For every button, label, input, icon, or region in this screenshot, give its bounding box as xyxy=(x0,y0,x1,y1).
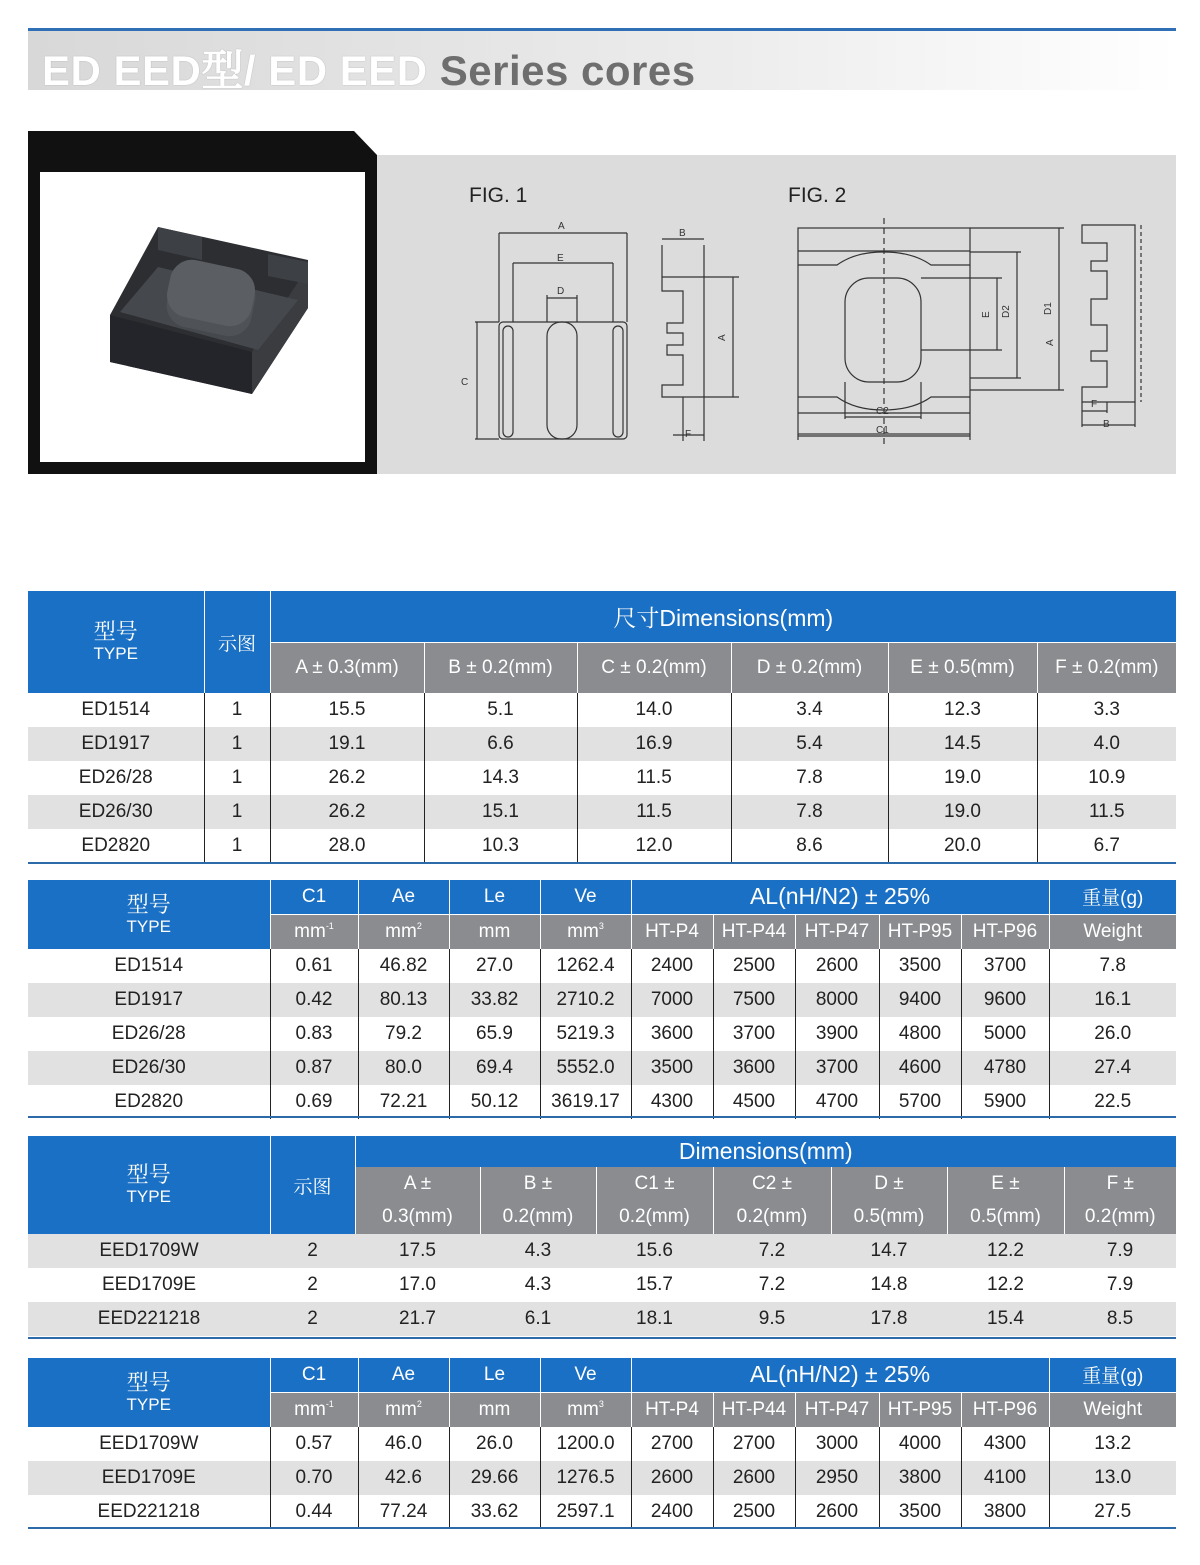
value-cell: 33.82 xyxy=(449,983,540,1017)
value-cell: 2600 xyxy=(795,949,879,983)
dimensions-header: Dimensions(mm) xyxy=(355,1136,1176,1167)
page-title xyxy=(42,38,696,98)
value-cell: 6.1 xyxy=(480,1302,596,1336)
param-header: Ve xyxy=(540,1358,631,1392)
value-cell: 2 xyxy=(270,1268,355,1302)
fig2-dim-b: B xyxy=(1103,419,1110,430)
dim-col-header: C1 ± xyxy=(596,1167,713,1200)
table-row xyxy=(28,693,1176,727)
value-cell: 26.0 xyxy=(449,1427,540,1461)
value-cell: 0.87 xyxy=(270,1051,358,1085)
param-header: C1 xyxy=(270,880,358,914)
value-cell: 18.1 xyxy=(596,1302,713,1336)
value-cell: 2600 xyxy=(631,1461,713,1495)
table-row xyxy=(28,1302,1176,1336)
value-cell: 7.2 xyxy=(713,1234,831,1268)
value-cell: 3500 xyxy=(879,949,961,983)
title-part-gray: Series cores xyxy=(439,47,696,94)
dim-col-header: E ± 0.5(mm) xyxy=(888,642,1037,693)
value-cell: 14.0 xyxy=(577,693,731,727)
value-cell: 15.7 xyxy=(596,1268,713,1302)
value-cell: 12.2 xyxy=(947,1268,1064,1302)
type-cell: ED2820 xyxy=(28,1085,270,1119)
fig2-dim-c2: C2 xyxy=(876,406,889,417)
value-cell: 14.8 xyxy=(831,1268,947,1302)
value-cell: 8.6 xyxy=(731,829,888,863)
value-cell: 65.9 xyxy=(449,1017,540,1051)
value-cell: 28.0 xyxy=(270,829,424,863)
fig2-dim-e: E xyxy=(981,311,992,318)
dim-col-tolerance: 0.5(mm) xyxy=(947,1200,1064,1234)
value-cell: 1262.4 xyxy=(540,949,631,983)
value-cell: 1 xyxy=(204,693,270,727)
dimensions-header: 尺寸Dimensions(mm) xyxy=(270,591,1176,642)
value-cell: 2500 xyxy=(713,949,795,983)
table-row xyxy=(28,1427,1176,1461)
material-header: HT-P44 xyxy=(713,1392,795,1427)
value-cell: 3.3 xyxy=(1037,693,1176,727)
table-row xyxy=(28,829,1176,863)
table-row xyxy=(28,1234,1176,1268)
fig2-dim-d1: D1 xyxy=(1043,302,1054,315)
type-cell: EED1709W xyxy=(28,1234,270,1268)
type-header: 型号 TYPE xyxy=(28,1358,270,1427)
value-cell: 7.8 xyxy=(731,761,888,795)
material-header: HT-P47 xyxy=(795,914,879,949)
table-row xyxy=(28,795,1176,829)
value-cell: 15.6 xyxy=(596,1234,713,1268)
dim-col-tolerance: 0.2(mm) xyxy=(596,1200,713,1234)
value-cell: 4.3 xyxy=(480,1234,596,1268)
fig1-dim-a-side: A xyxy=(717,334,728,341)
value-cell: 17.5 xyxy=(355,1234,480,1268)
title-top-rule xyxy=(28,28,1176,31)
fig1-dim-a: A xyxy=(558,221,565,232)
value-cell: 2950 xyxy=(795,1461,879,1495)
value-cell: 10.9 xyxy=(1037,761,1176,795)
value-cell: 9400 xyxy=(879,983,961,1017)
value-cell: 21.7 xyxy=(355,1302,480,1336)
value-cell: 2600 xyxy=(713,1461,795,1495)
value-cell: 7.2 xyxy=(713,1268,831,1302)
fig1-dim-e: E xyxy=(557,253,564,264)
al-header: AL(nH/N2) ± 25% xyxy=(631,1358,1049,1392)
fig1-dim-c: C xyxy=(461,377,469,388)
value-cell: 11.5 xyxy=(577,761,731,795)
value-cell: 33.62 xyxy=(449,1495,540,1529)
dim-col-header: C2 ± xyxy=(713,1167,831,1200)
unit-header: mm xyxy=(449,1392,540,1427)
value-cell: 26.2 xyxy=(270,795,424,829)
dim-col-tolerance: 0.5(mm) xyxy=(831,1200,947,1234)
dim-col-tolerance: 0.2(mm) xyxy=(480,1200,596,1234)
value-cell: 0.69 xyxy=(270,1085,358,1119)
value-cell: 2597.1 xyxy=(540,1495,631,1529)
value-cell: 6.6 xyxy=(424,727,577,761)
value-cell: 4600 xyxy=(879,1051,961,1085)
type-cell: EED221218 xyxy=(28,1495,270,1529)
value-cell: 17.8 xyxy=(831,1302,947,1336)
value-cell: 3700 xyxy=(795,1051,879,1085)
value-cell: 16.1 xyxy=(1049,983,1176,1017)
dim-col-header: C ± 0.2(mm) xyxy=(577,642,731,693)
value-cell: 14.3 xyxy=(424,761,577,795)
value-cell: 27.4 xyxy=(1049,1051,1176,1085)
fig2-dim-a: A xyxy=(1045,339,1056,346)
value-cell: 3600 xyxy=(631,1017,713,1051)
table1-bottom-rule xyxy=(28,862,1176,864)
value-cell: 3.4 xyxy=(731,693,888,727)
dim-col-header: E ± xyxy=(947,1167,1064,1200)
table-row xyxy=(28,1085,1176,1119)
value-cell: 3900 xyxy=(795,1017,879,1051)
fig1-dim-b: B xyxy=(679,228,686,239)
ferrite-core-image xyxy=(40,172,365,462)
table-eed-dimensions xyxy=(28,1136,1176,1336)
table3-bottom-rule xyxy=(28,1337,1176,1339)
value-cell: 0.42 xyxy=(270,983,358,1017)
type-cell: ED26/28 xyxy=(28,1017,270,1051)
type-cell: ED2820 xyxy=(28,829,204,863)
value-cell: 3800 xyxy=(879,1461,961,1495)
value-cell: 2400 xyxy=(631,949,713,983)
param-header: Ae xyxy=(358,1358,449,1392)
value-cell: 8000 xyxy=(795,983,879,1017)
material-header: HT-P44 xyxy=(713,914,795,949)
value-cell: 1200.0 xyxy=(540,1427,631,1461)
value-cell: 2600 xyxy=(795,1495,879,1529)
fig-col-header: 示图 xyxy=(204,591,270,693)
value-cell: 15.5 xyxy=(270,693,424,727)
value-cell: 5.4 xyxy=(731,727,888,761)
value-cell: 4.3 xyxy=(480,1268,596,1302)
unit-header: $mm^{-1}$ xyxy=(270,1392,358,1427)
value-cell: 4500 xyxy=(713,1085,795,1119)
dim-col-tolerance: 0.2(mm) xyxy=(713,1200,831,1234)
value-cell: 3500 xyxy=(631,1051,713,1085)
value-cell: 69.4 xyxy=(449,1051,540,1085)
al-header: AL(nH/N2) ± 25% xyxy=(631,880,1049,914)
value-cell: 13.0 xyxy=(1049,1461,1176,1495)
value-cell: 50.12 xyxy=(449,1085,540,1119)
type-header: 型号 TYPE xyxy=(28,591,204,693)
type-cell: ED1917 xyxy=(28,727,204,761)
param-header: Ve xyxy=(540,880,631,914)
value-cell: 5552.0 xyxy=(540,1051,631,1085)
dim-col-header: B ± xyxy=(480,1167,596,1200)
value-cell: 7.8 xyxy=(731,795,888,829)
value-cell: 79.2 xyxy=(358,1017,449,1051)
table-ed-dimensions xyxy=(28,591,1176,863)
dim-col-header: B ± 0.2(mm) xyxy=(424,642,577,693)
fig-col-header: 示图 xyxy=(270,1136,355,1234)
unit-header: $mm^2$ xyxy=(358,1392,449,1427)
value-cell: 4300 xyxy=(961,1427,1049,1461)
material-header: HT-P95 xyxy=(879,1392,961,1427)
value-cell: 19.1 xyxy=(270,727,424,761)
weight-header: 重量(g) xyxy=(1049,880,1176,914)
value-cell: 4780 xyxy=(961,1051,1049,1085)
value-cell: 19.0 xyxy=(888,795,1037,829)
type-cell: ED26/28 xyxy=(28,761,204,795)
value-cell: 77.24 xyxy=(358,1495,449,1529)
value-cell: 1 xyxy=(204,795,270,829)
value-cell: 0.83 xyxy=(270,1017,358,1051)
dim-col-header: A ± xyxy=(355,1167,480,1200)
value-cell: 2500 xyxy=(713,1495,795,1529)
table-row xyxy=(28,1051,1176,1085)
value-cell: 42.6 xyxy=(358,1461,449,1495)
material-header: HT-P4 xyxy=(631,914,713,949)
value-cell: 10.3 xyxy=(424,829,577,863)
table-row xyxy=(28,1268,1176,1302)
value-cell: 22.5 xyxy=(1049,1085,1176,1119)
dim-col-header: A ± 0.3(mm) xyxy=(270,642,424,693)
value-cell: 7.9 xyxy=(1064,1268,1176,1302)
value-cell: 11.5 xyxy=(1037,795,1176,829)
value-cell: 80.0 xyxy=(358,1051,449,1085)
value-cell: 7.8 xyxy=(1049,949,1176,983)
value-cell: 0.70 xyxy=(270,1461,358,1495)
value-cell: 3500 xyxy=(879,1495,961,1529)
value-cell: 20.0 xyxy=(888,829,1037,863)
type-header: 型号 TYPE xyxy=(28,880,270,949)
value-cell: 26.0 xyxy=(1049,1017,1176,1051)
value-cell: 7.9 xyxy=(1064,1234,1176,1268)
table-row xyxy=(28,761,1176,795)
dim-col-tolerance: 0.2(mm) xyxy=(1064,1200,1176,1234)
fig1-drawing xyxy=(475,233,739,441)
unit-header: $mm^3$ xyxy=(540,1392,631,1427)
table4-bottom-rule xyxy=(28,1527,1176,1529)
fig2-label: FIG. 2 xyxy=(788,184,847,207)
type-header: 型号 TYPE xyxy=(28,1136,270,1234)
value-cell: 14.5 xyxy=(888,727,1037,761)
value-cell: 26.2 xyxy=(270,761,424,795)
title-bar xyxy=(28,28,1176,94)
value-cell: 5.1 xyxy=(424,693,577,727)
fig2-dim-f: F xyxy=(1091,399,1098,410)
dim-col-header: F ± xyxy=(1064,1167,1176,1200)
product-photo xyxy=(40,172,365,462)
fig1-dim-d: D xyxy=(557,286,565,297)
value-cell: 4700 xyxy=(795,1085,879,1119)
material-header: HT-P96 xyxy=(961,914,1049,949)
type-cell: ED26/30 xyxy=(28,1051,270,1085)
dim-col-tolerance: 0.3(mm) xyxy=(355,1200,480,1234)
value-cell: 3700 xyxy=(961,949,1049,983)
value-cell: 6.7 xyxy=(1037,829,1176,863)
fig2-drawing xyxy=(798,218,1141,445)
value-cell: 2 xyxy=(270,1234,355,1268)
value-cell: 15.4 xyxy=(947,1302,1064,1336)
param-header: Le xyxy=(449,880,540,914)
value-cell: 1 xyxy=(204,829,270,863)
fig1-label: FIG. 1 xyxy=(469,184,528,207)
value-cell: 12.2 xyxy=(947,1234,1064,1268)
value-cell: 0.61 xyxy=(270,949,358,983)
type-cell: EED221218 xyxy=(28,1302,270,1336)
type-cell: ED26/30 xyxy=(28,795,204,829)
value-cell: 12.3 xyxy=(888,693,1037,727)
value-cell: 2700 xyxy=(713,1427,795,1461)
param-header: Ae xyxy=(358,880,449,914)
material-header: HT-P95 xyxy=(879,914,961,949)
material-header: HT-P96 xyxy=(961,1392,1049,1427)
technical-drawings xyxy=(377,155,1176,474)
dim-col-header: D ± 0.2(mm) xyxy=(731,642,888,693)
fig1-dim-f: F xyxy=(685,429,692,440)
value-cell: 5700 xyxy=(879,1085,961,1119)
weight-unit-header: Weight xyxy=(1049,1392,1176,1427)
table-row xyxy=(28,1461,1176,1495)
value-cell: 4100 xyxy=(961,1461,1049,1495)
type-cell: EED1709W xyxy=(28,1427,270,1461)
type-cell: EED1709E xyxy=(28,1461,270,1495)
dim-col-header: D ± xyxy=(831,1167,947,1200)
value-cell: 3000 xyxy=(795,1427,879,1461)
table-row xyxy=(28,983,1176,1017)
value-cell: 17.0 xyxy=(355,1268,480,1302)
value-cell: 27.0 xyxy=(449,949,540,983)
unit-header: mm xyxy=(449,914,540,949)
figure-area xyxy=(377,155,1176,474)
fig2-dim-c1: C1 xyxy=(876,425,889,436)
value-cell: 11.5 xyxy=(577,795,731,829)
value-cell: 46.0 xyxy=(358,1427,449,1461)
value-cell: 12.0 xyxy=(577,829,731,863)
value-cell: 3700 xyxy=(713,1017,795,1051)
value-cell: 9600 xyxy=(961,983,1049,1017)
value-cell: 2710.2 xyxy=(540,983,631,1017)
value-cell: 1 xyxy=(204,761,270,795)
value-cell: 19.0 xyxy=(888,761,1037,795)
type-cell: ED1514 xyxy=(28,949,270,983)
type-cell: EED1709E xyxy=(28,1268,270,1302)
dimension-labels xyxy=(461,221,1110,440)
value-cell: 29.66 xyxy=(449,1461,540,1495)
value-cell: 8.5 xyxy=(1064,1302,1176,1336)
value-cell: 16.9 xyxy=(577,727,731,761)
unit-header: $mm^3$ xyxy=(540,914,631,949)
value-cell: 4800 xyxy=(879,1017,961,1051)
dim-col-header: F ± 0.2(mm) xyxy=(1037,642,1176,693)
unit-header: $mm^{-1}$ xyxy=(270,914,358,949)
value-cell: 14.7 xyxy=(831,1234,947,1268)
value-cell: 9.5 xyxy=(713,1302,831,1336)
value-cell: 46.82 xyxy=(358,949,449,983)
value-cell: 2700 xyxy=(631,1427,713,1461)
unit-header: $mm^2$ xyxy=(358,914,449,949)
weight-header: 重量(g) xyxy=(1049,1358,1176,1392)
value-cell: 2 xyxy=(270,1302,355,1336)
title-part-white: ED EED型/ ED EED xyxy=(42,47,428,94)
value-cell: 0.57 xyxy=(270,1427,358,1461)
value-cell: 3600 xyxy=(713,1051,795,1085)
table-row xyxy=(28,1017,1176,1051)
value-cell: 2400 xyxy=(631,1495,713,1529)
param-header: Le xyxy=(449,1358,540,1392)
table-row xyxy=(28,727,1176,761)
value-cell: 27.5 xyxy=(1049,1495,1176,1529)
value-cell: 4.0 xyxy=(1037,727,1176,761)
value-cell: 4300 xyxy=(631,1085,713,1119)
value-cell: 7000 xyxy=(631,983,713,1017)
value-cell: 1 xyxy=(204,727,270,761)
value-cell: 1276.5 xyxy=(540,1461,631,1495)
type-cell: ED1917 xyxy=(28,983,270,1017)
table-row xyxy=(28,1495,1176,1529)
material-header: HT-P47 xyxy=(795,1392,879,1427)
table-eed-parameters xyxy=(28,1358,1176,1529)
table2-bottom-rule xyxy=(28,1116,1176,1118)
fig2-dim-d2: D2 xyxy=(1001,305,1012,318)
value-cell: 15.1 xyxy=(424,795,577,829)
value-cell: 13.2 xyxy=(1049,1427,1176,1461)
param-header: C1 xyxy=(270,1358,358,1392)
value-cell: 7500 xyxy=(713,983,795,1017)
value-cell: 5000 xyxy=(961,1017,1049,1051)
value-cell: 5900 xyxy=(961,1085,1049,1119)
value-cell: 0.44 xyxy=(270,1495,358,1529)
value-cell: 72.21 xyxy=(358,1085,449,1119)
value-cell: 5219.3 xyxy=(540,1017,631,1051)
value-cell: 4000 xyxy=(879,1427,961,1461)
value-cell: 3800 xyxy=(961,1495,1049,1529)
value-cell: 3619.17 xyxy=(540,1085,631,1119)
table-row xyxy=(28,949,1176,983)
material-header: HT-P4 xyxy=(631,1392,713,1427)
weight-unit-header: Weight xyxy=(1049,914,1176,949)
type-cell: ED1514 xyxy=(28,693,204,727)
table-ed-parameters xyxy=(28,880,1176,1119)
value-cell: 80.13 xyxy=(358,983,449,1017)
